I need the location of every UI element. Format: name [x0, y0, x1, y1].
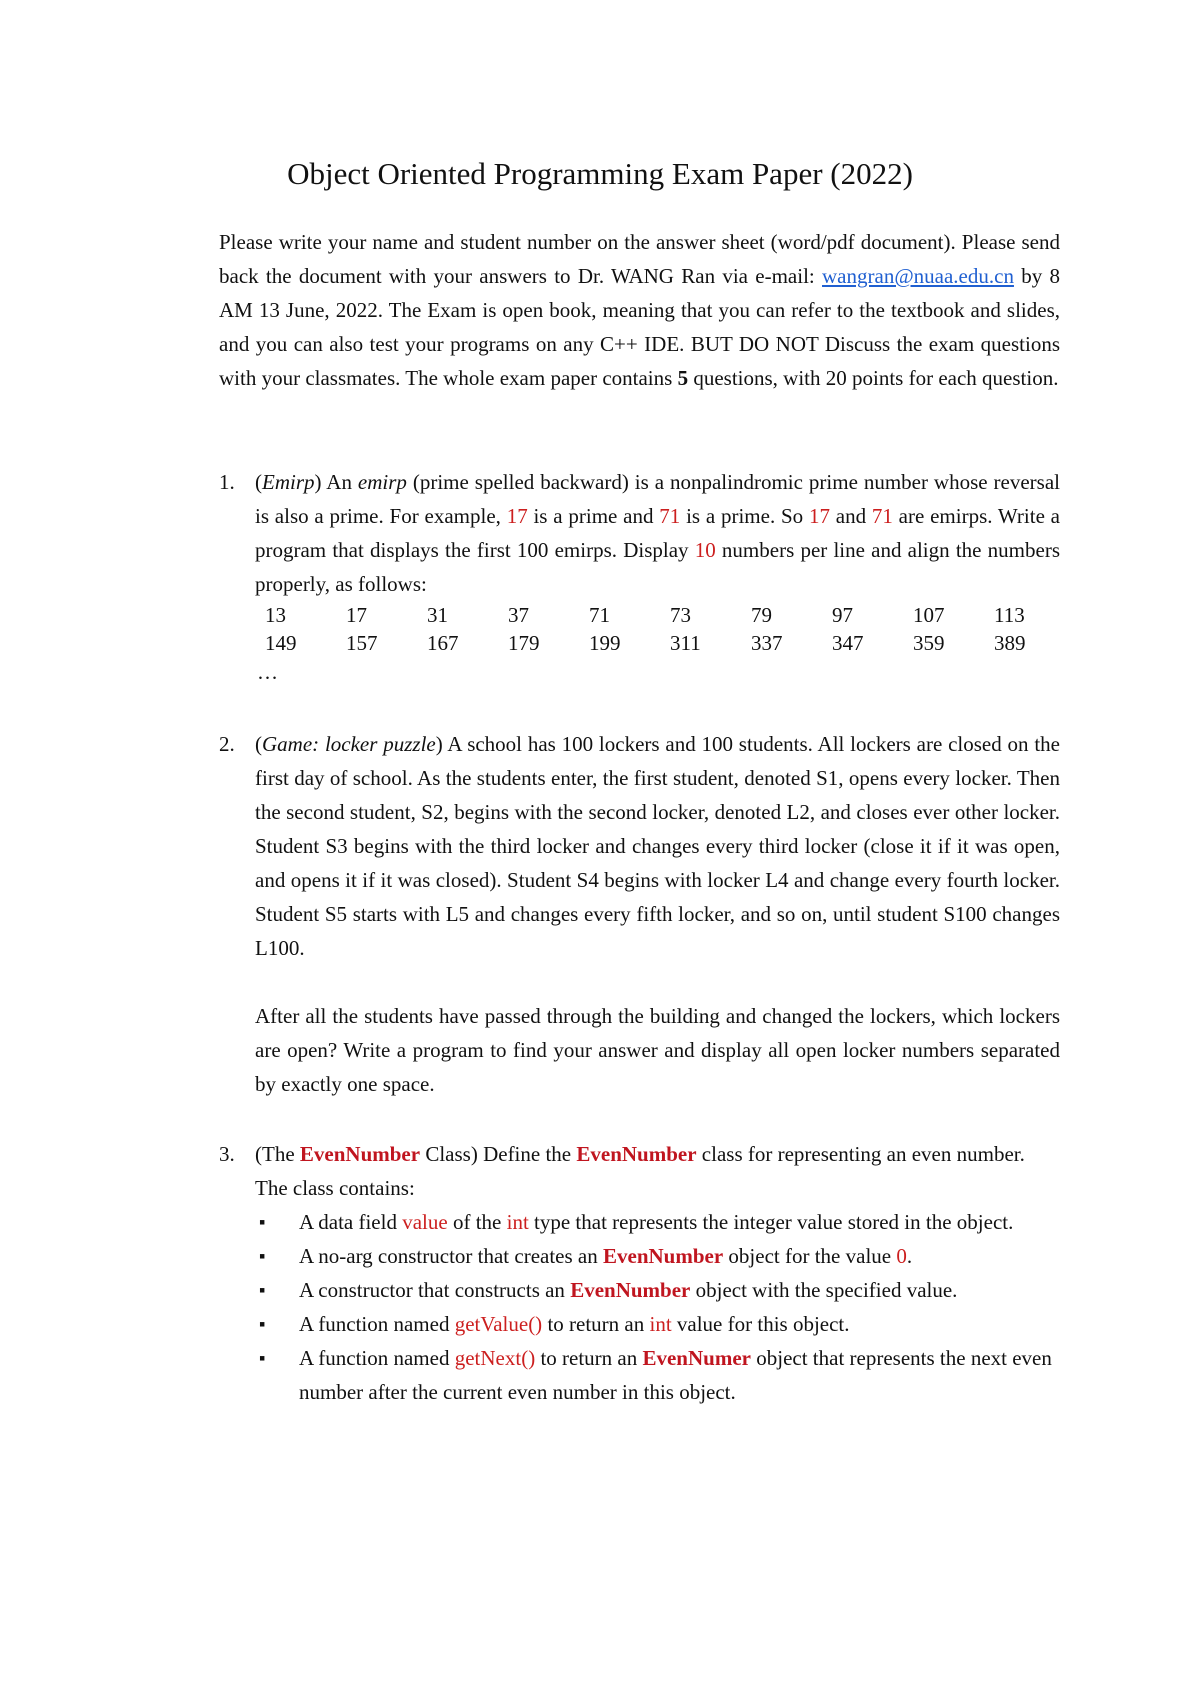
- emirp-value: 167: [427, 631, 459, 655]
- class-name: EvenNumber: [299, 1142, 421, 1166]
- text: A no-arg constructor that creates an: [299, 1244, 603, 1268]
- text: to return an: [542, 1312, 650, 1336]
- highlight-number: 71: [871, 504, 893, 528]
- emirp-value: 71: [589, 603, 610, 627]
- emirp-value: 31: [427, 603, 448, 627]
- code-term: int: [506, 1210, 529, 1234]
- code-term: value: [402, 1210, 448, 1234]
- text: to return an: [535, 1346, 643, 1370]
- text: object that represents the next even number after the current even number in this object.: [299, 1346, 1052, 1404]
- bullet-item: [259, 1341, 1060, 1409]
- text: object for the value: [723, 1244, 897, 1268]
- text: A data field: [299, 1210, 403, 1234]
- emirp-value: 37: [508, 603, 529, 627]
- question-1-text: (Emirp) An emirp (prime spelled backward) is a nonpalindromic prime number whose reversal is also a prime. For example, 17 is a prime and 71 is a prime. So 17 and 71 are emirps. Write a program that displays the first 100 emirps. Display 10 numbers per line and align the numbers properly, as follows:: [255, 470, 1060, 596]
- text: numbers per line and align the numbers properly, as follows:: [255, 538, 1060, 596]
- intro-text: by 8 AM 13 June, 2022. The Exam is open book, meaning that you can refer to the textbook and slides, and you can also test your programs on any C++ IDE. BUT DO NOT Discuss the exam questions with your classmates. The whole exam paper contains: [219, 264, 1060, 390]
- emirp-value: 157: [346, 631, 378, 655]
- question-count: 5: [677, 366, 689, 390]
- text: A function named: [299, 1346, 455, 1370]
- text: An: [321, 470, 358, 494]
- emirp-value: 17: [346, 603, 367, 627]
- text: .: [906, 1244, 913, 1268]
- emirp-value: 97: [832, 603, 853, 627]
- highlight-number: 17: [506, 504, 528, 528]
- question-2-text-2: After all the students have passed through the building and changed the lockers, which lockers are open? Write a program to find your answer and display all open locker numbers separated by exactly one space.: [255, 1004, 1060, 1096]
- ellipsis: …: [257, 660, 278, 684]
- bullet-item: [259, 1239, 1060, 1273]
- code-term: getNext(): [454, 1346, 536, 1370]
- text: of the: [447, 1210, 507, 1234]
- emirp-value: 79: [751, 603, 772, 627]
- class-name: EvenNumer: [642, 1346, 751, 1370]
- term: emirp: [357, 470, 407, 494]
- class-name: EvenNumber: [603, 1244, 724, 1268]
- class-name: EvenNumber: [576, 1142, 697, 1166]
- intro-text: Please write your name and student number on the answer sheet (word/pdf document). Please send back the document with your answers to Dr. WANG Ran via e-mail:: [219, 230, 1060, 288]
- text: are emirps. Write a program that displays the first 100 emirps. Display: [255, 504, 1060, 562]
- bullet-item: [259, 1273, 1060, 1307]
- emirp-value: 107: [913, 603, 945, 627]
- emirp-value: 389: [994, 631, 1026, 655]
- bullet-item: [259, 1307, 1060, 1341]
- intro-paragraph: [219, 225, 1060, 395]
- highlight-number: 71: [659, 504, 681, 528]
- text: A constructor that constructs an: [299, 1278, 571, 1302]
- emirp-value: 13: [265, 603, 286, 627]
- emirp-value: 359: [913, 631, 945, 655]
- emirp-value: 179: [508, 631, 540, 655]
- text: is a prime and: [527, 504, 660, 528]
- emirp-value: 149: [265, 631, 297, 655]
- question-1: [219, 465, 1060, 601]
- emirp-value: 199: [589, 631, 621, 655]
- topic: Emirp: [262, 470, 315, 494]
- page-title: Object Oriented Programming Exam Paper (2022): [287, 156, 913, 191]
- question-3: [219, 1137, 1060, 1409]
- text: A school has 100 lockers and 100 students. All lockers are closed on the first day of school. As the students enter, the first student, denoted S1, opens every locker. Then the second student, S2, begins with the second locker, denoted L2, and closes ever other locker. Student S3 begins with the third locker and changes every third locker (close it if it was open, and opens it if it was closed). Student S4 begins with locker L4 and change every fourth locker. Student S5 starts with L5 and changes every fifth locker, and so on, until student S100 changes L100.: [255, 732, 1060, 960]
- text: is a prime. So: [680, 504, 809, 528]
- question-number: 3.: [219, 1142, 235, 1166]
- text: (prime spelled backward) is a nonpalindromic prime number whose reversal is also a prime. For example,: [255, 470, 1060, 528]
- emirp-value: 337: [751, 631, 783, 655]
- question-2-text: (Game: locker puzzle) A school has 100 lockers and 100 students. All lockers are closed on the first day of school. As the students enter, the first student, denoted S1, opens every locker. Then the second student, S2, begins with the second locker, denoted L2, and closes ever other locker. Student S3 begins with the third locker and changes every third locker (close it if it was open, and opens it if it was closed). Student S4 begins with locker L4 and change every fourth locker. Student S5 starts with L5 and changes every fifth locker, and so on, until student S100 changes L100.: [255, 732, 1060, 960]
- text: (The: [255, 1142, 300, 1166]
- highlight-number: 17: [808, 504, 830, 528]
- question-number: 2.: [219, 732, 235, 756]
- text: Class) Define the: [420, 1142, 577, 1166]
- code-term: int: [649, 1312, 672, 1336]
- intro-text: questions, with 20 points for each question.: [688, 366, 1059, 390]
- question-3-text: [255, 1137, 1060, 1205]
- emirp-value: 311: [670, 631, 701, 655]
- code-term: 0: [896, 1244, 907, 1268]
- text: and: [829, 504, 872, 528]
- text: type that represents the integer value stored in the object.: [528, 1210, 1014, 1234]
- email-link[interactable]: wangran@nuaa.edu.cn: [822, 264, 1014, 288]
- emirp-value: 113: [994, 603, 1025, 627]
- text: value for this object.: [671, 1312, 850, 1336]
- text: class for representing an even number. The class contains:: [255, 1142, 1025, 1200]
- class-name: EvenNumber: [570, 1278, 691, 1302]
- emirp-value: 347: [832, 631, 864, 655]
- text: A function named: [299, 1312, 455, 1336]
- topic: Game: locker puzzle: [262, 732, 436, 756]
- code-term: getValue(): [454, 1312, 543, 1336]
- question-number: 1.: [219, 470, 235, 494]
- bullet-item: [259, 1205, 1060, 1239]
- question-2: [219, 727, 1060, 1101]
- emirp-value: 73: [670, 603, 691, 627]
- text: object with the specified value.: [690, 1278, 958, 1302]
- highlight-number: 10: [694, 538, 716, 562]
